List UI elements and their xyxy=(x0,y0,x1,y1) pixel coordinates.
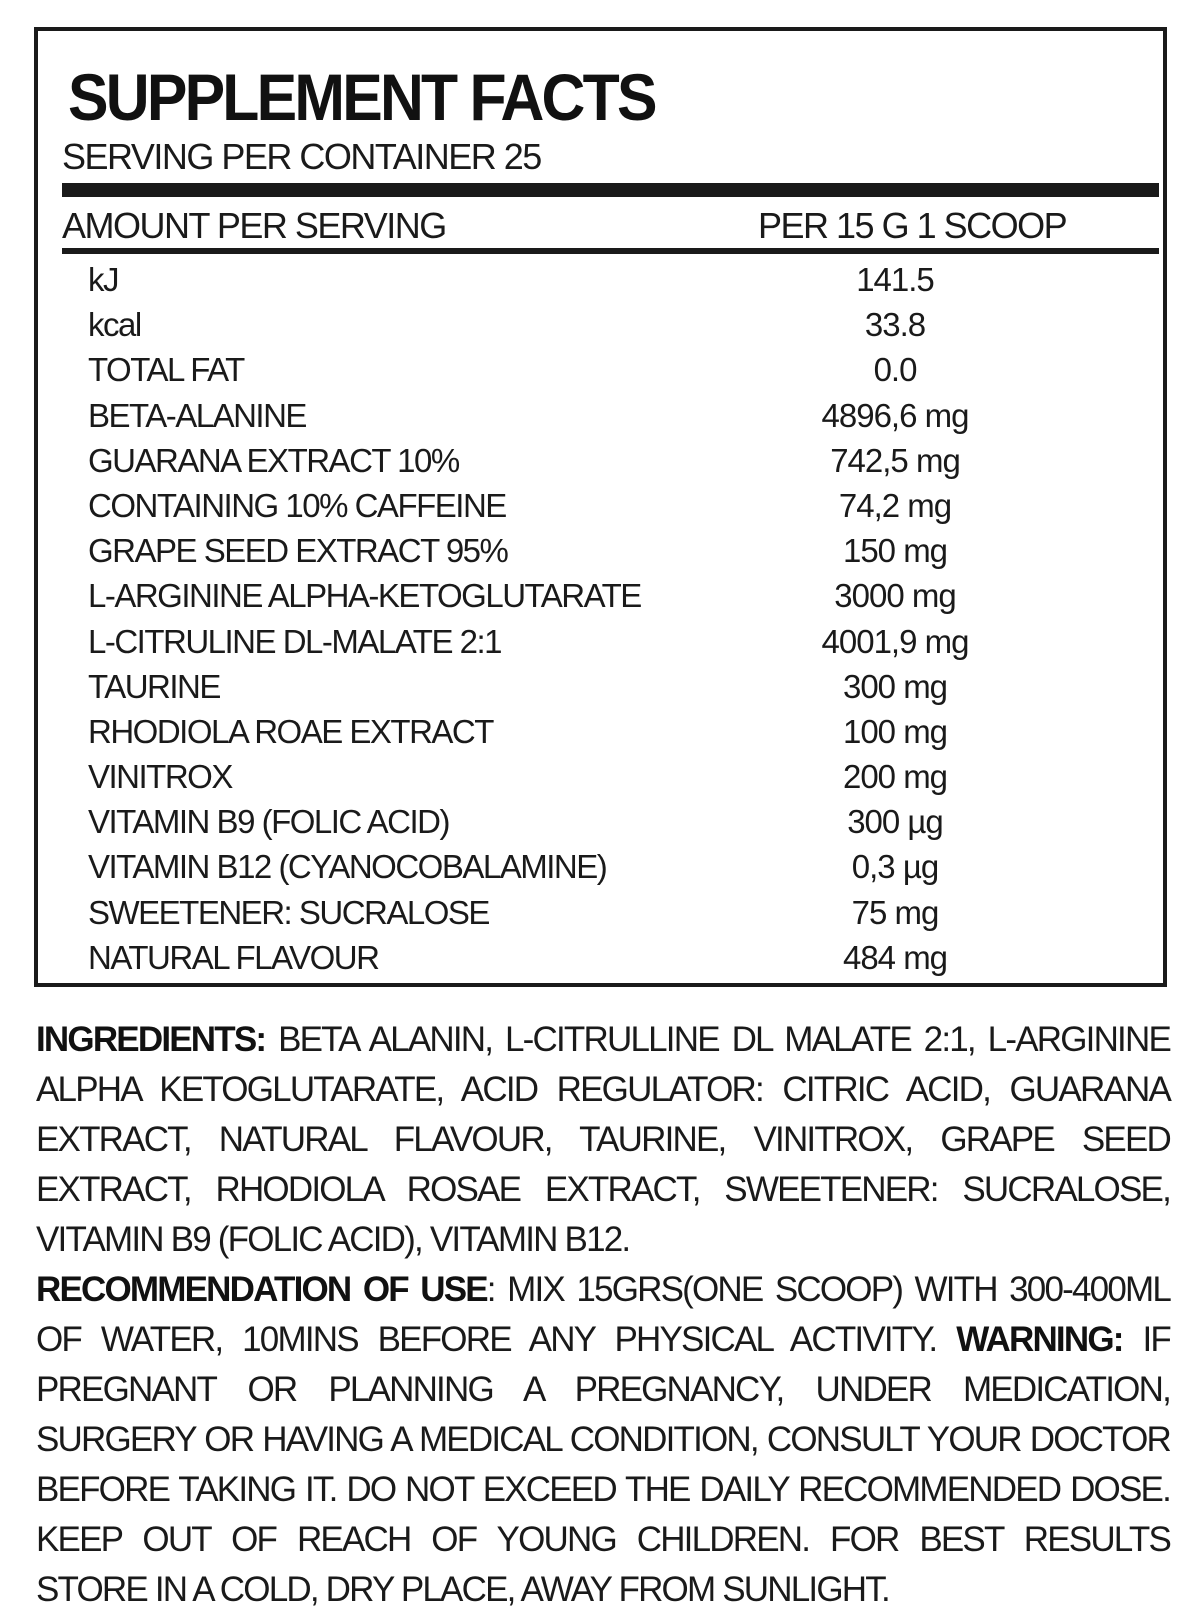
nutrient-row xyxy=(38,351,1163,396)
nutrient-value: 150 mg xyxy=(842,532,948,570)
nutrient-row xyxy=(38,442,1163,487)
nutrient-row xyxy=(38,577,1163,622)
nutrient-row xyxy=(38,487,1163,532)
nutrient-row xyxy=(38,939,1163,984)
thin-divider xyxy=(62,248,1159,254)
nutrient-row xyxy=(38,306,1163,351)
nutrient-value: 74,2 mg xyxy=(838,486,952,524)
nutrient-value: 300 µg xyxy=(847,803,943,841)
nutrient-value: 0,3 µg xyxy=(851,848,939,886)
ingredients-heading: INGREDIENTS: xyxy=(36,1020,266,1059)
nutrient-name: VITAMIN B12 (CYANOCOBALAMINE) xyxy=(88,848,607,886)
nutrient-name: GRAPE SEED EXTRACT 95% xyxy=(88,532,508,570)
nutrient-value: 300 mg xyxy=(842,667,948,705)
recommendation-text: : MIX 15GRS(ONE SCOOP) WITH 300-400ML OF WATER, 10MINS BEFORE ANY PHYSICAL ACTIVITY. xyxy=(36,1270,1171,1359)
nutrient-name: BETA-ALANINE xyxy=(88,396,306,434)
nutrient-value: 0.0 xyxy=(873,351,917,389)
nutrient-value: 484 mg xyxy=(842,938,948,976)
nutrient-row xyxy=(38,758,1163,803)
nutrient-row xyxy=(38,397,1163,442)
ingredients-text: BETA ALANIN, L-CITRULLINE DL MALATE 2:1, L-ARGININE ALPHA KETOGLUTARATE, ACID REGULATOR: CITRIC ACID, GUARANA EXTRACT, NATURAL FLAVOUR, TAURINE, VINITROX, GRAPE SEED EXTRACT, RHODIOLA ROSAE EXTRACT, SWEETENER: SUCRALOSE, VITAMIN B9 (FOLIC ACID), VITAMIN B12. xyxy=(36,1020,1170,1259)
nutrient-value: 200 mg xyxy=(842,758,948,796)
nutrient-row xyxy=(38,894,1163,939)
nutrient-row xyxy=(38,848,1163,893)
supplement-facts-panel xyxy=(34,27,1167,987)
facts-title: SUPPLEMENT FACTS xyxy=(68,60,655,134)
nutrient-name: L-ARGININE ALPHA-KETOGLUTARATE xyxy=(88,577,641,615)
warning-heading: WARNING: xyxy=(956,1320,1123,1359)
nutrient-value: 75 mg xyxy=(851,893,939,931)
nutrient-name: TOTAL FAT xyxy=(88,351,244,389)
thick-divider xyxy=(62,183,1159,197)
nutrient-name: kJ xyxy=(88,261,118,298)
nutrient-name: GUARANA EXTRACT 10% xyxy=(88,441,459,479)
recommendation-heading: RECOMMENDATION OF USE xyxy=(36,1270,487,1309)
nutrient-value: 742,5 mg xyxy=(830,441,960,479)
nutrient-value: 4001,9 mg xyxy=(821,622,969,660)
nutrient-name: VITAMIN B9 (FOLIC ACID) xyxy=(88,803,449,841)
nutrient-name: CONTAINING 10% CAFFEINE xyxy=(88,486,506,524)
nutrient-row xyxy=(38,532,1163,577)
nutrient-row xyxy=(38,261,1163,306)
nutrient-name: L-CITRULINE DL-MALATE 2:1 xyxy=(88,622,501,660)
nutrient-name: RHODIOLA ROAE EXTRACT xyxy=(88,712,493,750)
nutrient-name: TAURINE xyxy=(88,667,220,705)
nutrient-name: VINITROX xyxy=(88,758,232,796)
amount-per-serving-label: AMOUNT PER SERVING xyxy=(62,205,446,246)
warning-text: IF PREGNANT OR PLANNING A PREGNANCY, UNDER MEDICATION, SURGERY OR HAVING A MEDICAL CONDITION, CONSULT YOUR DOCTOR BEFORE TAKING IT. DO NOT EXCEED THE DAILY RECOMMENDED DOSE. KEEP OUT OF REACH OF YOUNG CHILDREN. FOR BEST RESULTS STORE IN A COLD, DRY PLACE, AWAY FROM SUNLIGHT. xyxy=(36,1320,1170,1609)
nutrient-row xyxy=(38,713,1163,758)
nutrient-value: 3000 mg xyxy=(834,577,956,615)
nutrient-name: kcal xyxy=(88,306,141,344)
servings-per-container: SERVING PER CONTAINER 25 xyxy=(62,136,541,177)
nutrient-rows xyxy=(38,261,1163,984)
label-text-block xyxy=(36,1015,1170,1615)
nutrient-name: SWEETENER: SUCRALOSE xyxy=(88,893,489,931)
nutrient-value: 141.5 xyxy=(856,261,934,298)
nutrient-value: 33.8 xyxy=(864,306,926,344)
nutrient-value: 100 mg xyxy=(842,712,948,750)
nutrient-row xyxy=(38,803,1163,848)
nutrient-row xyxy=(38,623,1163,668)
nutrient-value: 4896,6 mg xyxy=(821,396,969,434)
nutrient-name: NATURAL FLAVOUR xyxy=(88,938,379,976)
serving-size-label: PER 15 G 1 SCOOP xyxy=(758,205,1067,246)
nutrient-row xyxy=(38,668,1163,713)
